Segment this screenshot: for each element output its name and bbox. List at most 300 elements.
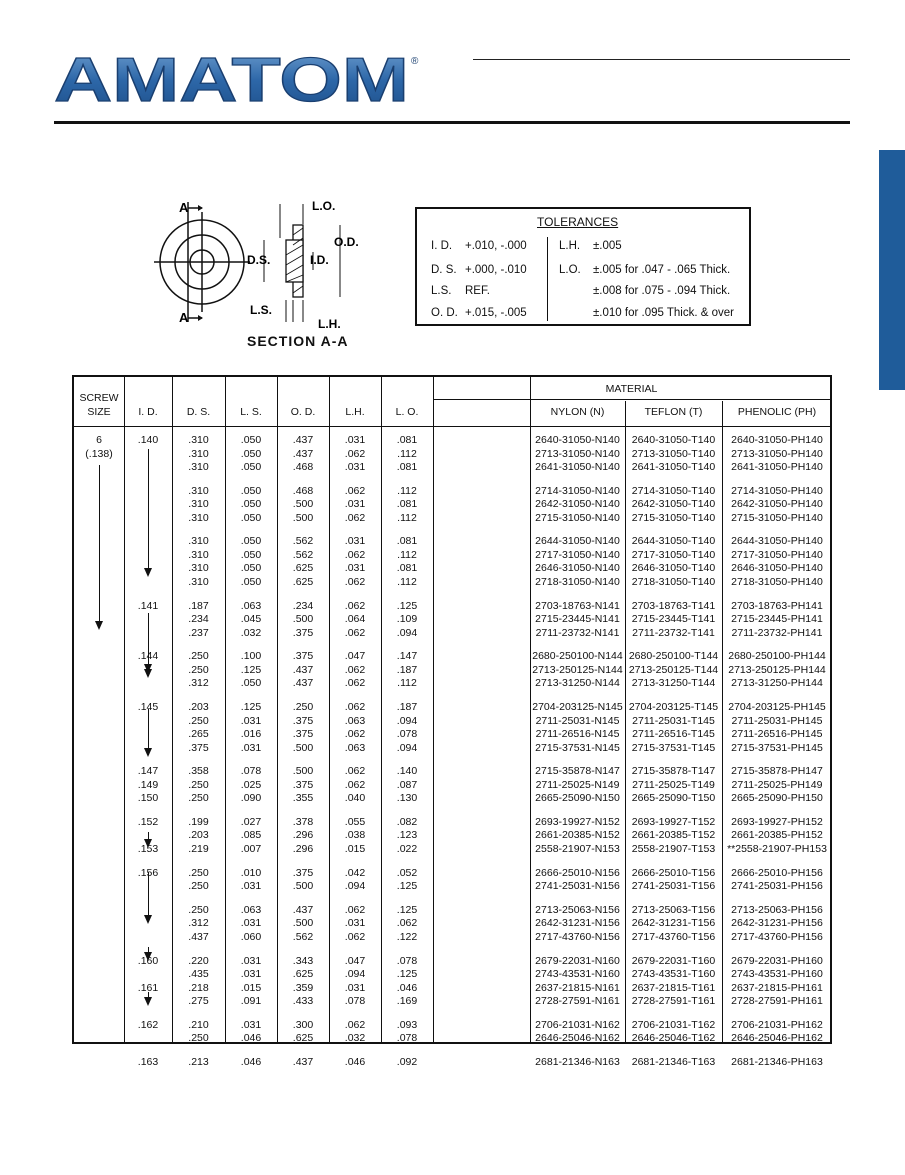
- cell-ls: .078: [240, 765, 262, 778]
- cell-t: 2715-35878-T147: [631, 765, 716, 778]
- tol-left-row: L.S. REF.: [431, 285, 490, 297]
- cell-lo: .094: [396, 741, 418, 754]
- cell-lo: .087: [396, 778, 418, 791]
- cell-ph: 2661-20385-PH152: [731, 829, 823, 842]
- cell-ds: .437: [188, 930, 209, 943]
- cell-lo: .112: [397, 511, 417, 524]
- hdr-lo: L. O.: [395, 406, 419, 418]
- label-lo: L.O.: [312, 199, 336, 213]
- cell-n: 2715-35878-N147: [535, 765, 620, 778]
- cell-ls: .050: [240, 461, 262, 473]
- cell-t: 2743-43531-T160: [631, 968, 716, 980]
- cell-ls: .050: [240, 498, 262, 511]
- cell-ph: 2717-31050-PH140: [731, 548, 823, 561]
- cell-n: 2558-21907-N153: [535, 842, 620, 855]
- cell-t: 2666-25010-T156: [631, 866, 716, 879]
- cell-lo: .123: [396, 829, 418, 842]
- cell-od: .375: [292, 778, 314, 791]
- cell-ph: 2715-37531-PH145: [731, 741, 823, 754]
- cell-lo: .109: [396, 613, 418, 626]
- cell-id: .147: [137, 765, 159, 778]
- cell-n: 2713-31250-N144: [535, 677, 620, 690]
- cell-od: .234: [292, 599, 314, 612]
- cell-lo: .125: [396, 599, 418, 612]
- cell-lh: .062: [344, 728, 366, 740]
- cell-n: 2642-31050-N140: [535, 498, 620, 511]
- cell-t: 2704-203125-T145: [628, 701, 719, 713]
- cell-lo: .187: [396, 663, 418, 676]
- cell-ph: 2715-31050-PH140: [731, 511, 823, 524]
- cell-ls: .016: [240, 728, 262, 740]
- cell-ds: .250: [188, 866, 209, 879]
- cell-ds: .187: [188, 599, 209, 612]
- cell-ds: .312: [188, 917, 209, 930]
- screw-size-value: 6: [96, 434, 102, 446]
- cell-od: .437: [292, 903, 314, 916]
- cell-ph: 2711-25025-PH149: [731, 778, 823, 791]
- cell-id: .144: [137, 650, 159, 663]
- label-a-bottom: A: [179, 310, 189, 325]
- cell-n: 2743-43531-N160: [535, 968, 620, 980]
- cell-ls: .046: [240, 1032, 262, 1045]
- cell-lh: .062: [344, 575, 366, 588]
- cell-lo: .140: [396, 765, 418, 778]
- cell-ls: .015: [240, 981, 262, 994]
- cell-lh: .040: [344, 792, 366, 805]
- cell-od: .375: [292, 626, 314, 639]
- hdr-lh: L.H.: [345, 406, 365, 418]
- cell-lh: .062: [344, 701, 366, 713]
- cell-lh: .038: [344, 829, 366, 842]
- cell-ds: .213: [188, 1055, 209, 1068]
- cell-t: 2640-31050-T140: [631, 434, 716, 446]
- cell-ds: .312: [188, 677, 209, 690]
- id-continuation-arrow: [148, 832, 149, 846]
- cell-ls: .031: [240, 968, 262, 980]
- cell-ph: 2644-31050-PH140: [731, 535, 823, 548]
- cell-ls: .090: [240, 792, 262, 805]
- cell-n: 2718-31050-N140: [535, 575, 620, 588]
- cell-ds: .250: [188, 650, 209, 663]
- cell-ls: .025: [240, 778, 262, 791]
- cell-lo: .081: [396, 535, 418, 548]
- id-continuation-arrow: [148, 656, 149, 676]
- cell-od: .562: [292, 930, 314, 943]
- cell-t: 2637-21815-T161: [631, 981, 716, 994]
- cell-n: 2679-22031-N160: [535, 954, 620, 967]
- cell-n: 2641-31050-N140: [535, 461, 620, 473]
- cell-ds: .237: [188, 626, 209, 639]
- cell-ls: .045: [240, 613, 262, 626]
- cell-ph: 2646-31050-PH140: [731, 562, 823, 575]
- cell-od: .625: [292, 1032, 314, 1045]
- cell-od: .375: [292, 650, 314, 663]
- cell-t: 2728-27591-T161: [631, 995, 716, 1007]
- cell-lh: .047: [344, 650, 366, 663]
- cell-ls: .010: [240, 866, 262, 879]
- cell-n: 2741-25031-N156: [535, 880, 620, 893]
- cell-t: 2711-23732-T141: [632, 626, 715, 639]
- cell-lo: .112: [397, 548, 417, 561]
- cell-od: .437: [292, 677, 314, 690]
- cell-t: 2661-20385-T152: [631, 829, 716, 842]
- cell-n: 2713-31050-N140: [535, 447, 620, 460]
- cell-n: 2640-31050-N140: [535, 434, 620, 446]
- cell-ph: 2711-26516-PH145: [731, 728, 823, 740]
- cell-n: 2680-250100-N144: [532, 650, 623, 663]
- cell-n: 2711-23732-N141: [535, 626, 620, 639]
- cell-lh: .062: [344, 548, 366, 561]
- cell-ds: .219: [188, 842, 209, 855]
- cell-ls: .050: [240, 434, 262, 446]
- id-continuation-arrow: [148, 709, 149, 755]
- cell-ph: 2704-203125-PH145: [728, 701, 826, 713]
- cell-od: .375: [292, 866, 314, 879]
- cell-od: .468: [292, 484, 314, 497]
- cell-ph: 2713-250125-PH144: [728, 663, 826, 676]
- cell-od: .375: [292, 714, 314, 727]
- tol-left-row: I. D. +.010, -.000: [431, 240, 527, 252]
- cell-ds: .250: [188, 778, 209, 791]
- cell-ds: .275: [188, 995, 209, 1007]
- cell-n: 2715-37531-N145: [535, 741, 620, 754]
- cell-lo: .112: [397, 575, 417, 588]
- cell-lo: .147: [396, 650, 418, 663]
- cell-lo: .092: [396, 1055, 418, 1068]
- cell-lo: .094: [396, 714, 418, 727]
- cell-ds: .250: [188, 880, 209, 893]
- cell-od: .437: [292, 434, 314, 446]
- cell-t: 2680-250100-T144: [628, 650, 719, 663]
- cell-od: .296: [292, 842, 314, 855]
- cell-ds: .199: [188, 815, 209, 828]
- cell-lo: .125: [396, 968, 418, 980]
- cell-n: 2711-25031-N145: [535, 714, 620, 727]
- cell-ph: 2637-21815-PH161: [731, 981, 823, 994]
- cell-od: .500: [292, 741, 314, 754]
- cell-ds: .250: [188, 714, 209, 727]
- cell-id: .160: [137, 954, 159, 967]
- tol-left-row: D. S. +.000, -.010: [431, 264, 527, 276]
- cell-od: .562: [292, 535, 314, 548]
- cell-lh: .063: [344, 741, 366, 754]
- brand-name: AMATOM: [54, 54, 409, 104]
- cell-ph: 2665-25090-PH150: [731, 792, 823, 805]
- cell-od: .500: [292, 613, 314, 626]
- id-continuation-arrow: [148, 872, 149, 922]
- cell-lo: .125: [396, 880, 418, 893]
- cell-od: .437: [292, 1055, 314, 1068]
- cell-ph: 2706-21031-PH162: [731, 1018, 823, 1031]
- cell-id: .150: [137, 792, 159, 805]
- tol-right-row: L.H. ±.005: [559, 240, 622, 252]
- cell-ls: .031: [240, 714, 262, 727]
- cell-t: 2646-31050-T140: [631, 562, 716, 575]
- cell-ds: .218: [188, 981, 209, 994]
- cell-ph: 2713-25063-PH156: [731, 903, 823, 916]
- cell-n: 2637-21815-N161: [535, 981, 620, 994]
- cell-ph: 2718-31050-PH140: [731, 575, 823, 588]
- cell-ds: .310: [188, 484, 209, 497]
- cell-ls: .063: [240, 599, 262, 612]
- cell-t: 2715-23445-T141: [631, 613, 716, 626]
- cell-lo: .082: [396, 815, 418, 828]
- cell-ds: .250: [188, 903, 209, 916]
- cell-n: 2704-203125-N145: [532, 701, 623, 713]
- cell-ds: .310: [188, 447, 209, 460]
- cell-n: 2706-21031-N162: [535, 1018, 620, 1031]
- cell-n: 2665-25090-N150: [535, 792, 620, 805]
- cell-t: 2718-31050-T140: [631, 575, 716, 588]
- cell-n: 2715-23445-N141: [535, 613, 620, 626]
- cell-ph: 2715-35878-PH147: [731, 765, 823, 778]
- cell-lh: .055: [344, 815, 366, 828]
- cell-lh: .062: [344, 778, 366, 791]
- cell-od: .250: [292, 701, 314, 713]
- cell-t: 2715-37531-T145: [631, 741, 716, 754]
- cell-lo: .122: [396, 930, 418, 943]
- cell-ph: 2642-31231-PH156: [731, 917, 823, 930]
- cell-lo: .094: [396, 626, 418, 639]
- registered-mark: ®: [411, 56, 419, 67]
- cell-n: 2717-43760-N156: [535, 930, 620, 943]
- cell-ls: .031: [240, 917, 262, 930]
- cell-ds: .265: [188, 728, 209, 740]
- cell-ds: .310: [188, 535, 209, 548]
- hdr-size: SIZE: [87, 406, 111, 418]
- tol-right-row: ±.008 for .075 - .094 Thick.: [593, 285, 731, 297]
- cell-t: 2711-26516-T145: [632, 728, 715, 740]
- cell-t: 2703-18763-T141: [631, 599, 716, 612]
- tol-right-row: L.O. ±.005 for .047 - .065 Thick.: [559, 264, 731, 276]
- cell-ls: .050: [240, 511, 262, 524]
- cell-lh: .062: [344, 765, 366, 778]
- cell-lo: .062: [396, 917, 418, 930]
- cell-n: 2714-31050-N140: [535, 484, 620, 497]
- cell-t: 2713-31250-T144: [631, 677, 716, 690]
- cell-n: 2646-25046-N162: [535, 1032, 620, 1045]
- cell-ph: 2728-27591-PH161: [731, 995, 823, 1007]
- cell-od: .500: [292, 917, 314, 930]
- cell-od: .468: [292, 461, 314, 473]
- cell-ls: .050: [240, 484, 262, 497]
- label-ls: L.S.: [250, 303, 273, 317]
- cell-lo: .112: [397, 447, 417, 460]
- cell-ph: 2711-23732-PH141: [731, 626, 823, 639]
- cell-ph: 2711-25031-PH145: [731, 714, 823, 727]
- cell-t: 2642-31231-T156: [631, 917, 716, 930]
- id-continuation-arrow: [148, 449, 149, 575]
- parts-table: [72, 375, 832, 1068]
- cell-ds: .203: [188, 701, 209, 713]
- cell-lh: .064: [344, 613, 366, 626]
- cell-n: 2717-31050-N140: [535, 548, 620, 561]
- cell-ph: 2741-25031-PH156: [731, 880, 823, 893]
- tolerances-title: TOLERANCES: [537, 215, 619, 229]
- cell-ds: .250: [188, 792, 209, 805]
- cell-ds: .375: [188, 741, 209, 754]
- label-id: I.D.: [310, 253, 329, 267]
- cell-ph: 2679-22031-PH160: [731, 954, 823, 967]
- hdr-nylon: NYLON (N): [550, 406, 605, 418]
- cell-ls: .031: [240, 1018, 262, 1031]
- cell-t: 2741-25031-T156: [631, 880, 716, 893]
- cell-ph: 2693-19927-PH152: [731, 815, 823, 828]
- hdr-phenolic: PHENOLIC (PH): [737, 406, 817, 418]
- cell-id: .145: [137, 701, 159, 713]
- cell-lh: .015: [344, 842, 366, 855]
- hdr-screw: SCREW: [79, 392, 119, 404]
- hdr-ls: L. S.: [240, 406, 262, 418]
- cell-n: 2728-27591-N161: [535, 995, 620, 1007]
- cell-od: .500: [292, 765, 314, 778]
- screw-size-arrow: [99, 465, 100, 628]
- cell-t: 2641-31050-T140: [631, 461, 716, 473]
- cell-lh: .031: [344, 461, 366, 473]
- cell-ls: .050: [240, 562, 262, 575]
- cell-t: 2713-31050-T140: [631, 447, 716, 460]
- cell-ls: .050: [240, 575, 262, 588]
- cell-lh: .046: [344, 1055, 366, 1068]
- label-ds: D.S.: [247, 253, 271, 267]
- cell-ph: 2666-25010-PH156: [731, 866, 823, 879]
- cell-ph: 2703-18763-PH141: [731, 599, 823, 612]
- cell-n: 2666-25010-N156: [535, 866, 620, 879]
- cell-lh: .031: [344, 498, 366, 511]
- cell-lh: .031: [344, 535, 366, 548]
- cell-lo: .078: [396, 728, 418, 740]
- cell-lh: .062: [344, 663, 366, 676]
- col-divider: [433, 377, 434, 1042]
- cell-ds: .435: [188, 968, 209, 980]
- tol-left-row: O. D. +.015, -.005: [431, 307, 527, 319]
- label-a-top: A: [179, 200, 189, 215]
- cell-ds: .310: [188, 575, 209, 588]
- cell-n: 2703-18763-N141: [535, 599, 620, 612]
- cell-n: 2715-31050-N140: [535, 511, 620, 524]
- cell-lo: .093: [396, 1018, 418, 1031]
- cell-n: 2711-26516-N145: [535, 728, 620, 740]
- hdr-ds: D. S.: [186, 406, 211, 418]
- cell-lo: .130: [396, 792, 418, 805]
- cell-ds: .310: [188, 548, 209, 561]
- label-lh: L.H.: [318, 317, 341, 331]
- cell-lh: .094: [344, 880, 366, 893]
- cell-ls: .031: [240, 954, 262, 967]
- cell-t: 2558-21907-T153: [631, 842, 716, 855]
- cell-lh: .062: [344, 903, 366, 916]
- cell-lo: .112: [397, 677, 417, 690]
- cell-lo: .081: [396, 434, 418, 446]
- id-continuation-arrow: [148, 992, 149, 1004]
- hdr-material: MATERIAL: [605, 383, 658, 395]
- cell-od: .500: [292, 511, 314, 524]
- id-continuation-arrow: [148, 947, 149, 959]
- cell-n: 2713-250125-N144: [532, 663, 623, 676]
- cell-ph: 2680-250100-PH144: [728, 650, 826, 663]
- cell-lo: .081: [396, 562, 418, 575]
- cell-n: 2681-21346-N163: [535, 1055, 620, 1068]
- cell-ls: .125: [240, 701, 262, 713]
- cell-ls: .085: [240, 829, 262, 842]
- cell-n: 2642-31231-N156: [535, 917, 620, 930]
- cell-lh: .031: [344, 917, 366, 930]
- cell-id: .152: [137, 815, 159, 828]
- cell-ls: .050: [240, 548, 262, 561]
- section-label: SECTION A-A: [247, 333, 349, 349]
- label-od: O.D.: [334, 235, 359, 249]
- cell-ph: 2713-31050-PH140: [731, 447, 823, 460]
- cell-od: .433: [292, 995, 314, 1007]
- hdr-od: O. D.: [290, 406, 316, 418]
- header-rule: [54, 121, 850, 124]
- cell-lh: .063: [344, 714, 366, 727]
- cell-ls: .032: [240, 626, 262, 639]
- material-divider: [433, 399, 830, 400]
- header-divider: [74, 426, 830, 427]
- cell-id: .162: [137, 1018, 159, 1031]
- cell-t: 2665-25090-T150: [631, 792, 716, 805]
- cell-ph: 2681-21346-PH163: [731, 1055, 823, 1068]
- cell-ph: 2641-31050-PH140: [731, 461, 823, 473]
- cell-n: 2713-25063-N156: [535, 903, 620, 916]
- cell-lh: .062: [344, 599, 366, 612]
- cell-lh: .062: [344, 626, 366, 639]
- cell-t: 2715-31050-T140: [631, 511, 716, 524]
- cell-lh: .062: [344, 447, 366, 460]
- cell-ds: .310: [188, 434, 209, 446]
- cell-ls: .050: [240, 535, 262, 548]
- cell-n: 2661-20385-N152: [535, 829, 620, 842]
- cell-ph: 2743-43531-PH160: [731, 968, 823, 980]
- cell-t: 2711-25025-T149: [632, 778, 715, 791]
- cell-t: 2714-31050-T140: [631, 484, 716, 497]
- cell-lh: .062: [344, 511, 366, 524]
- cell-t: 2644-31050-T140: [631, 535, 716, 548]
- cell-ds: .250: [188, 1032, 209, 1045]
- cell-lo: .046: [396, 981, 418, 994]
- cell-od: .378: [292, 815, 314, 828]
- cell-ph: **2558-21907-PH153: [727, 842, 827, 855]
- cell-ls: .050: [240, 677, 262, 690]
- cell-lh: .078: [344, 995, 366, 1007]
- cell-id: .163: [137, 1055, 159, 1068]
- cell-n: 2646-31050-N140: [535, 562, 620, 575]
- cell-ph: 2717-43760-PH156: [731, 930, 823, 943]
- cell-od: .375: [292, 728, 314, 740]
- cell-id: .161: [137, 981, 159, 994]
- cell-ph: 2714-31050-PH140: [731, 484, 823, 497]
- cell-ls: .031: [240, 880, 262, 893]
- cell-id: .141: [137, 599, 159, 612]
- cell-lo: .078: [396, 1032, 418, 1045]
- cell-ds: .310: [188, 498, 209, 511]
- cell-lh: .042: [344, 866, 366, 879]
- cell-ls: .100: [240, 650, 262, 663]
- cell-t: 2706-21031-T162: [631, 1018, 716, 1031]
- cell-lh: .032: [344, 1032, 366, 1045]
- cell-od: .562: [292, 548, 314, 561]
- cell-ls: .046: [240, 1055, 262, 1068]
- cell-od: .300: [292, 1018, 314, 1031]
- cell-ls: .007: [240, 842, 262, 855]
- cell-lo: .052: [396, 866, 418, 879]
- cell-od: .437: [292, 447, 314, 460]
- cell-id: .149: [137, 778, 159, 791]
- cell-od: .437: [292, 663, 314, 676]
- cell-lh: .062: [344, 1018, 366, 1031]
- cell-lo: .187: [396, 701, 418, 713]
